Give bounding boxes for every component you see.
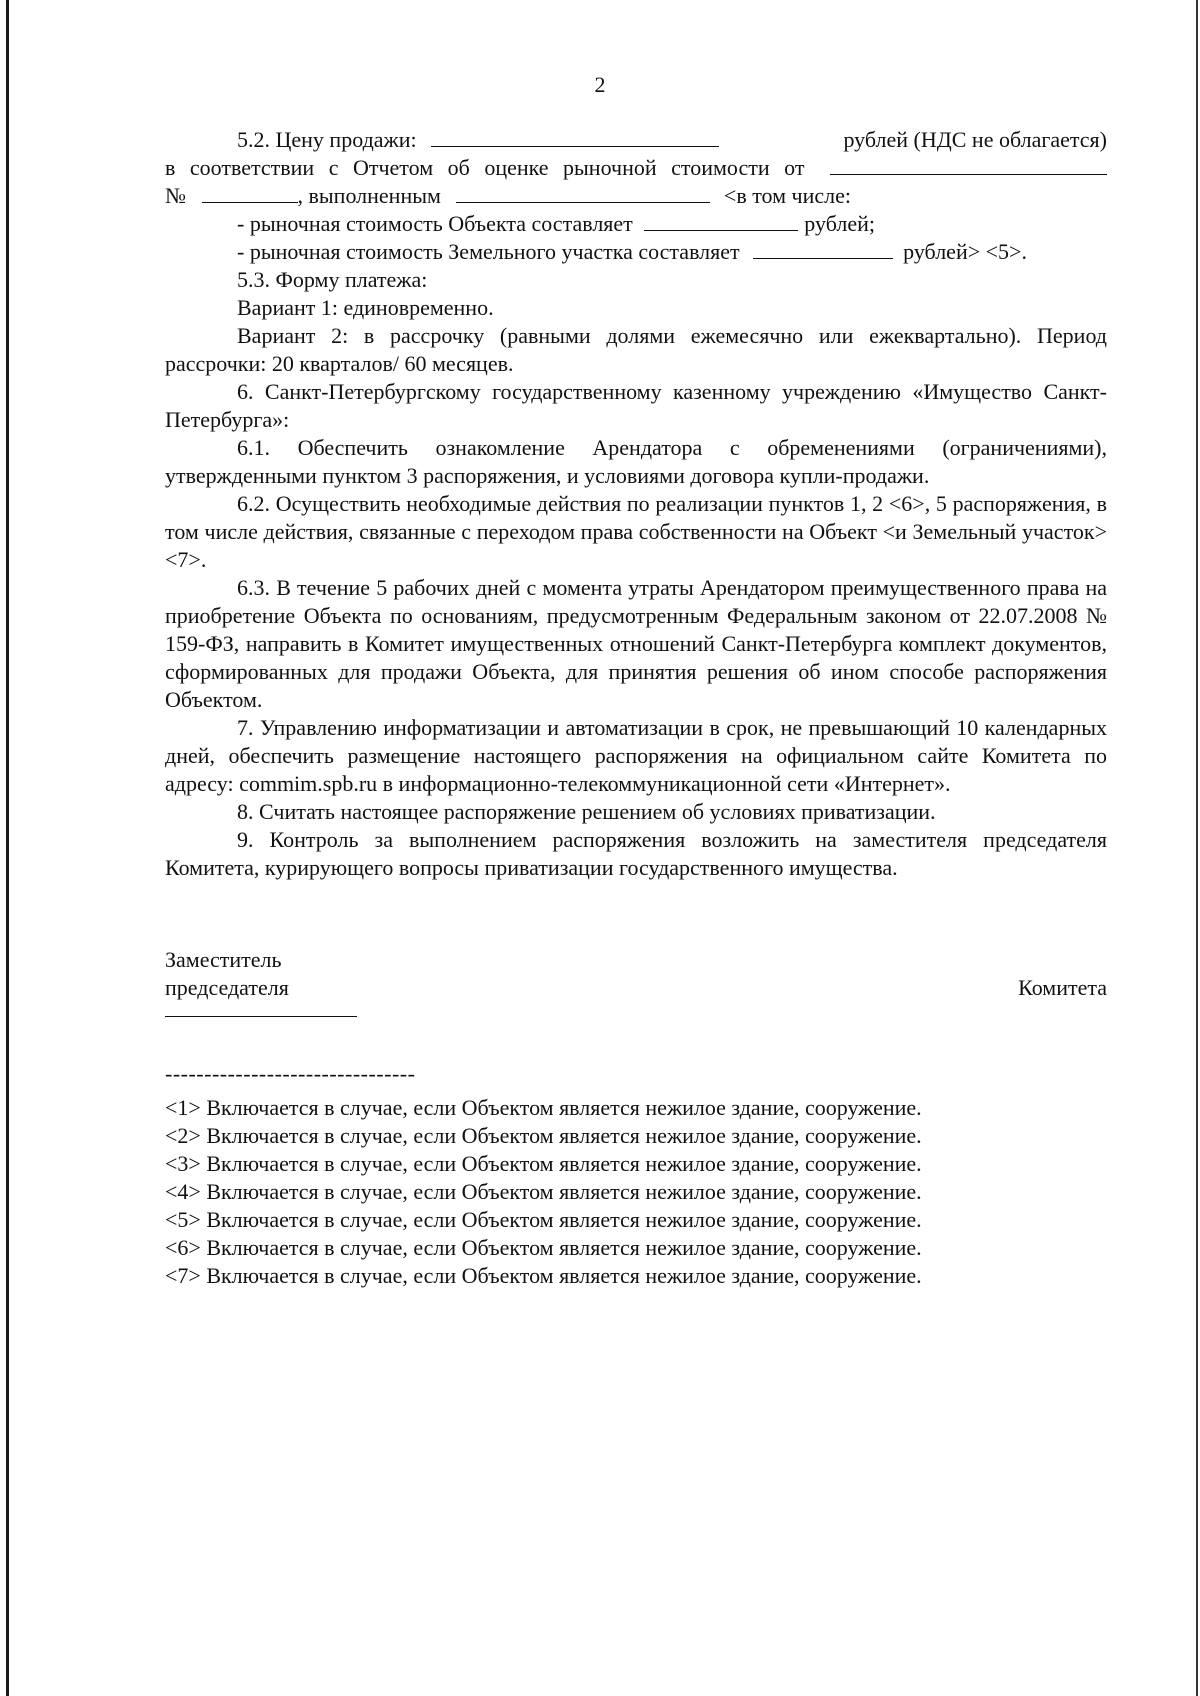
clause-6: 6. Санкт-Петербургскому государственному казенному учреждению «Имущество Санкт-Петербурга»: bbox=[165, 379, 1107, 432]
price-line bbox=[165, 126, 1107, 154]
land-value-line: - рыночная стоимость Земельного участка составляет рублей> <5>. bbox=[237, 239, 1027, 264]
footnotes bbox=[165, 1060, 1107, 1290]
report-date-blank bbox=[830, 154, 1107, 175]
footnote-item: <5> Включается в случае, если Объектом является нежилое здание, сооружение. bbox=[165, 1207, 922, 1232]
price-label: 5.2. Цену продажи: bbox=[237, 127, 417, 152]
scan-edge-right bbox=[1196, 0, 1198, 1696]
report-line bbox=[165, 154, 1107, 182]
footnote-item: <1> Включается в случае, если Объектом является нежилое здание, сооружение. bbox=[165, 1095, 922, 1120]
footnote-item: <7> Включается в случае, если Объектом является нежилое здание, сооружение. bbox=[165, 1263, 922, 1288]
price-suffix: рублей (НДС не облагается) bbox=[843, 127, 1107, 152]
clause-6-2: 6.2. Осуществить необходимые действия по реализации пунктов 1, 2 <6>, 5 распоряжения, в том числе действия, связанные с переходом права собственности на Объект <и Земельный участок> <7>. bbox=[165, 491, 1107, 572]
clause-6-3: 6.3. В течение 5 рабочих дней с момента утраты Арендатором преимущественного права на приобретение Объекта по основаниям, предусмотренным Федеральным законом от 22.07.2008 № 159-ФЗ, направить в Комитет имущественных отношений Санкт-Петербурга комплект документов, сформированных для продажи Объекта, для принятия решения об ином способе распоряжения Объектом. bbox=[165, 575, 1107, 712]
report-number-blank bbox=[202, 182, 298, 203]
report-executor-label: , выполненным bbox=[297, 183, 441, 208]
signature-committee: Комитета bbox=[1018, 975, 1107, 1000]
price-blank bbox=[431, 126, 719, 147]
land-value-blank bbox=[753, 238, 893, 259]
footnote-separator: -------------------------------- bbox=[165, 1061, 416, 1086]
payment-variant-2: Вариант 2: в рассрочку (равными долями ежемесячно или ежеквартально). Период рассрочки: 20 кварталов/ 60 месяцев. bbox=[165, 323, 1107, 376]
signature-underline bbox=[165, 1016, 357, 1017]
document-body bbox=[165, 126, 1107, 882]
footnote-item: <4> Включается в случае, если Объектом является нежилое здание, сооружение. bbox=[165, 1179, 922, 1204]
including-label: <в том числе: bbox=[723, 183, 852, 208]
footnote-item: <2> Включается в случае, если Объектом является нежилое здание, сооружение. bbox=[165, 1123, 922, 1148]
page-number: 2 bbox=[594, 72, 606, 97]
footnote-item: <3> Включается в случае, если Объектом является нежилое здание, сооружение. bbox=[165, 1151, 922, 1176]
signature-block bbox=[165, 946, 1107, 1017]
clause-8: 8. Считать настоящее распоряжение решением об условиях приватизации. bbox=[237, 799, 936, 824]
payment-form-title: 5.3. Форму платежа: bbox=[237, 267, 428, 292]
object-value-line: - рыночная стоимость Объекта составляет рублей; bbox=[237, 211, 875, 236]
scan-edge-left bbox=[6, 0, 9, 1696]
signature-row bbox=[165, 974, 1107, 1002]
report-number-line bbox=[165, 182, 1107, 210]
payment-variant-1: Вариант 1: единовременно. bbox=[237, 295, 494, 320]
clause-7: 7. Управлению информатизации и автоматизации в срок, не превышающий 10 календарных дней, обеспечить размещение настоящего распоряжения на официальном сайте Комитета по адресу: commim.spb.ru в информационно-телекоммуникационной сети «Интернет». bbox=[165, 715, 1107, 796]
signature-title-line-2: председателя bbox=[165, 975, 289, 1000]
object-value-blank bbox=[644, 210, 798, 231]
clause-9: 9. Контроль за выполнением распоряжения возложить на заместителя председателя Комитета, курирующего вопросы приватизации государственного имущества. bbox=[165, 827, 1107, 880]
footnote-item: <6> Включается в случае, если Объектом является нежилое здание, сооружение. bbox=[165, 1235, 922, 1260]
signature-title-line-1: Заместитель bbox=[165, 947, 282, 972]
clause-6-1: 6.1. Обеспечить ознакомление Арендатора с обременениями (ограничениями), утвержденными пунктом 3 распоряжения, и условиями договора купли-продажи. bbox=[165, 435, 1107, 488]
report-number-sign: № bbox=[165, 183, 186, 208]
report-text: в соответствии с Отчетом об оценке рыночной стоимости от bbox=[165, 155, 805, 180]
report-executor-blank bbox=[456, 182, 710, 203]
